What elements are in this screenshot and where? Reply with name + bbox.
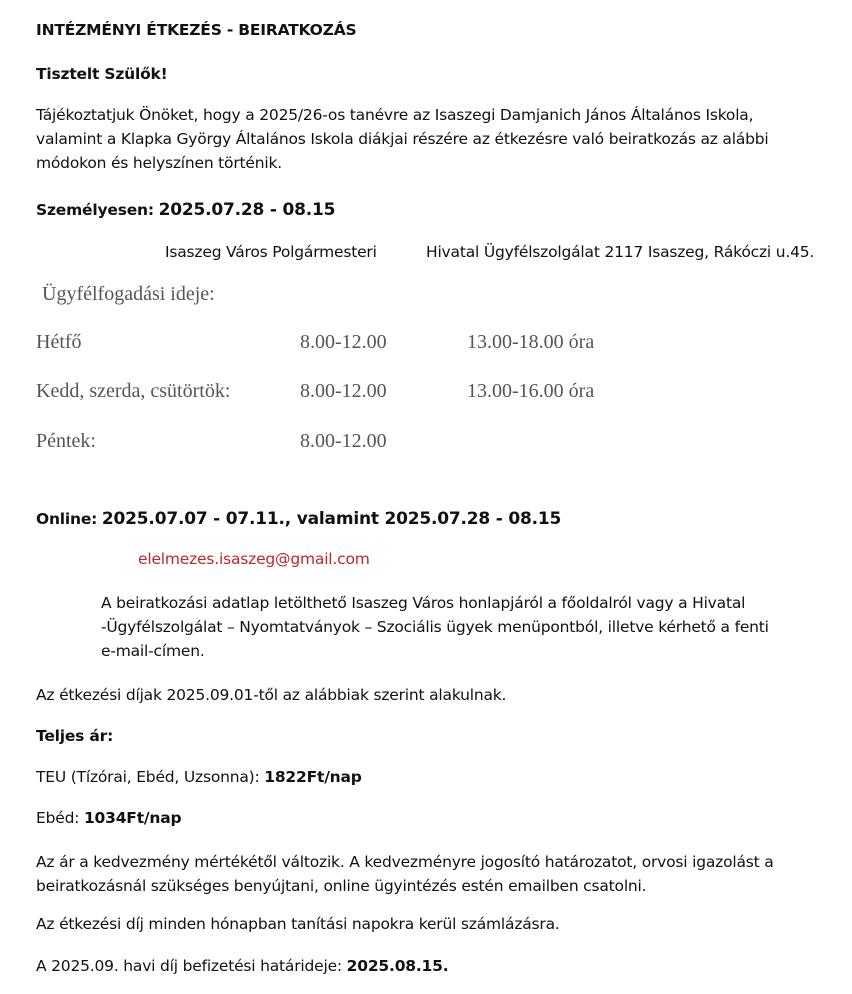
office-address-part2: Hivatal Ügyfélszolgálat 2117 Isaszeg, Rákóczi u.45. <box>426 243 815 261</box>
online-info-line: A beiratkozási adatlap letölthető Isaszeg Város honlapjáról a főoldalról vagy a Hivatal <box>101 594 746 612</box>
office-hours-morning: 8.00-12.00 <box>300 380 387 402</box>
office-hours-morning: 8.00-12.00 <box>300 430 387 452</box>
lunch-label: Ebéd: <box>36 809 80 827</box>
online-info-line: e-mail-címen. <box>101 642 205 660</box>
teu-price-line <box>36 768 362 786</box>
online-heading <box>36 509 561 529</box>
office-hours-heading: Ügyfélfogadási ideje: <box>42 283 215 305</box>
intro-line: valamint a Klapka György Általános Iskola diákjai részére az étkezésre való beiratkozás az alábbi <box>36 130 769 148</box>
teu-price: 1822Ft/nap <box>264 768 362 786</box>
deadline-label: A 2025.09. havi díj befizetési határideje: <box>36 957 342 975</box>
in-person-heading <box>36 200 335 220</box>
in-person-dates: 2025.07.28 - 08.15 <box>158 200 336 220</box>
intro-paragraph <box>36 103 769 175</box>
billing-note: Az étkezési díj minden hónapban tanítási napokra kerül számlázásra. <box>36 915 560 933</box>
lunch-price: 1034Ft/nap <box>83 809 182 827</box>
lunch-price-line <box>36 809 181 827</box>
online-info-paragraph <box>101 591 769 663</box>
online-info-line: -Ügyfélszolgálat – Nyomtatványok – Szociális ügyek menüpontból, illetve kérhető a fenti <box>101 618 769 636</box>
intro-line: Tájékoztatjuk Önöket, hogy a 2025/26-os tanévre az Isaszegi Damjanich János Általános Iskola, <box>36 106 754 124</box>
office-address-part1: Isaszeg Város Polgármesteri <box>165 243 377 261</box>
intro-line: módokon és helyszínen történik. <box>36 154 282 172</box>
page-title: INTÉZMÉNYI ÉTKEZÉS - BEIRATKOZÁS <box>36 21 357 39</box>
full-price-label: Teljes ár: <box>36 727 114 745</box>
online-label: Online: <box>36 510 98 528</box>
online-dates: 2025.07.07 - 07.11., valamint 2025.07.28 - 08.15 <box>101 509 562 529</box>
email-link[interactable]: elelmezes.isaszeg@gmail.com <box>138 550 370 568</box>
deadline-date: 2025.08.15. <box>346 957 449 975</box>
teu-label: TEU (Tízórai, Ebéd, Uzsonna): <box>36 768 260 786</box>
office-hours-day: Kedd, szerda, csütörtök: <box>36 380 231 402</box>
in-person-label: Személyesen: <box>36 201 154 219</box>
discount-line: Az ár a kedvezmény mértékétől változik. A kedvezményre jogosító határozatot, orvosi igazolást a <box>36 853 774 871</box>
office-hours-day: Péntek: <box>36 430 96 452</box>
deadline-line <box>36 957 448 975</box>
office-hours-morning: 8.00-12.00 <box>300 331 387 353</box>
fees-intro: Az étkezési díjak 2025.09.01-től az alábbiak szerint alakulnak. <box>36 686 507 704</box>
discount-line: beiratkozásnál szükséges benyújtani, online ügyintézés estén emailben csatolni. <box>36 877 647 895</box>
greeting: Tisztelt Szülők! <box>36 65 168 83</box>
office-hours-afternoon: 13.00-16.00 óra <box>467 380 595 402</box>
office-hours-afternoon: 13.00-18.00 óra <box>467 331 595 353</box>
discount-paragraph <box>36 850 774 898</box>
office-hours-day: Hétfő <box>36 331 82 353</box>
